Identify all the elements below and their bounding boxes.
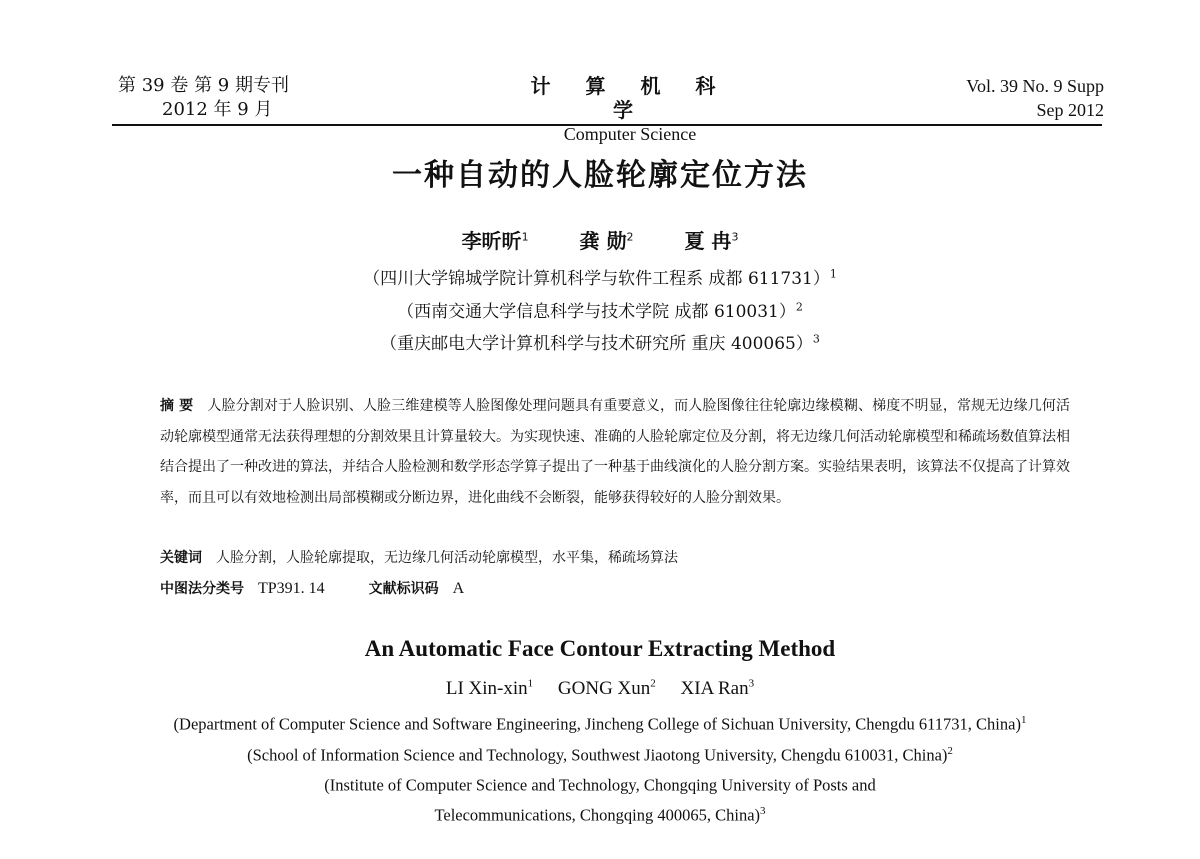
affiliation-mark: 2 bbox=[947, 745, 953, 757]
author-list-en bbox=[0, 678, 1200, 700]
keywords-label: 关键词 bbox=[160, 550, 202, 566]
header-volume-en bbox=[966, 74, 1104, 122]
affiliation-text: (Department of Computer Science and Software Engineering, Jincheng College of Sichuan University, Chengdu 611731, China) bbox=[173, 714, 1021, 734]
keywords bbox=[160, 544, 678, 572]
volume-en: Vol. 39 No. 9 Supp bbox=[966, 76, 1104, 96]
paper-title-en: An Automatic Face Contour Extracting Method bbox=[364, 636, 836, 661]
affiliation-en bbox=[0, 745, 1200, 766]
header-journal bbox=[520, 74, 740, 146]
author-en bbox=[446, 678, 533, 699]
author-name: GONG Xun bbox=[557, 678, 651, 700]
volume-cn: 第 39 卷 第 9 期专刊 bbox=[118, 75, 289, 96]
affiliation-cn bbox=[0, 264, 1200, 289]
abstract bbox=[160, 391, 1070, 513]
affiliation-text: （西南交通大学信息科学与技术学院 成都 610031） bbox=[397, 302, 796, 322]
author-name: XIA Ran bbox=[680, 678, 749, 700]
document-code-label: 文献标识码 bbox=[368, 581, 439, 597]
author-affiliation-mark: 3 bbox=[748, 678, 755, 690]
author-affiliation-mark: 2 bbox=[650, 678, 656, 690]
author-affiliation-mark: 1 bbox=[527, 678, 534, 690]
affiliation-mark: 1 bbox=[829, 267, 837, 281]
paper-title-cn: 一种自动的人脸轮廓定位方法 bbox=[392, 158, 808, 193]
affiliation-mark: 1 bbox=[1020, 714, 1027, 726]
affiliation-en bbox=[0, 775, 1200, 796]
author-en bbox=[558, 678, 656, 699]
abstract-label: 摘 要 bbox=[160, 398, 194, 414]
affiliation-text: （重庆邮电大学计算机科学与技术研究所 重庆 400065） bbox=[380, 334, 813, 354]
author-name: 夏 冉 bbox=[684, 229, 732, 253]
affiliation-mark: 3 bbox=[812, 332, 820, 346]
date-cn: 2012 年 9 月 bbox=[162, 99, 273, 120]
affiliation-en bbox=[0, 714, 1200, 735]
affiliation-text: Telecommunications, Chongqing 400065, China) bbox=[434, 805, 761, 825]
author-en bbox=[681, 678, 755, 699]
classification-label: 中图法分类号 bbox=[160, 581, 244, 597]
affiliation-mark: 3 bbox=[760, 805, 766, 817]
header-divider bbox=[112, 124, 1102, 126]
affiliation-text: （四川大学锦城学院计算机科学与软件工程系 成都 611731） bbox=[363, 269, 830, 289]
affiliation-text: (Institute of Computer Science and Technology, Chongqing University of Posts and bbox=[324, 775, 876, 795]
affiliation-mark: 2 bbox=[795, 300, 803, 314]
affiliation-en bbox=[0, 805, 1200, 826]
journal-name-cn: 计 算 机 科 学 bbox=[530, 74, 730, 122]
date-en: Sep 2012 bbox=[1036, 100, 1104, 120]
document-code-value: A bbox=[452, 580, 465, 597]
author-cn bbox=[580, 229, 634, 253]
keywords-text: 人脸分割，人脸轮廓提取，无边缘几何活动轮廓模型，水平集，稀疏场算法 bbox=[216, 550, 678, 566]
author-cn bbox=[684, 229, 738, 253]
affiliation-text: (School of Information Science and Technology, Southwest Jiaotong University, Chengdu 610031, China) bbox=[247, 745, 948, 765]
header-volume-cn bbox=[118, 74, 289, 122]
affiliation-cn bbox=[0, 297, 1200, 322]
author-affiliation-mark: 3 bbox=[731, 230, 739, 244]
author-name: 李昕昕 bbox=[461, 229, 522, 253]
author-cn bbox=[462, 229, 529, 253]
classification-value: TP391. 14 bbox=[258, 580, 325, 597]
journal-name-en: Computer Science bbox=[563, 124, 697, 144]
author-name: 龚 勋 bbox=[579, 229, 627, 253]
author-affiliation-mark: 1 bbox=[521, 230, 529, 244]
author-affiliation-mark: 2 bbox=[626, 230, 634, 244]
author-name: LI Xin-xin bbox=[445, 678, 528, 700]
abstract-text: 人脸分割对于人脸识别、人脸三维建模等人脸图像处理问题具有重要意义，而人脸图像往往轮廓边缘模糊、梯度不明显，常规无边缘几何活动轮廓模型通常无法获得理想的分割效果且计算量较大。为实现快速、准确的人脸轮廓定位及分割，将无边缘几何活动轮廓模型和稀疏场数值算法相结合提出了一种改进的算法，并结合人脸检测和数学形态学算子提出了一种基于曲线演化的人脸分割方案。实验结果表明，该算法不仅提高了计算效率，而且可以有效地检测出局部模糊或分断边界，进化曲线不会断裂，能够获得较好的人脸分割效果。 bbox=[160, 398, 1070, 506]
author-list-cn bbox=[0, 225, 1200, 254]
affiliation-cn bbox=[0, 329, 1200, 354]
classification bbox=[160, 575, 508, 603]
